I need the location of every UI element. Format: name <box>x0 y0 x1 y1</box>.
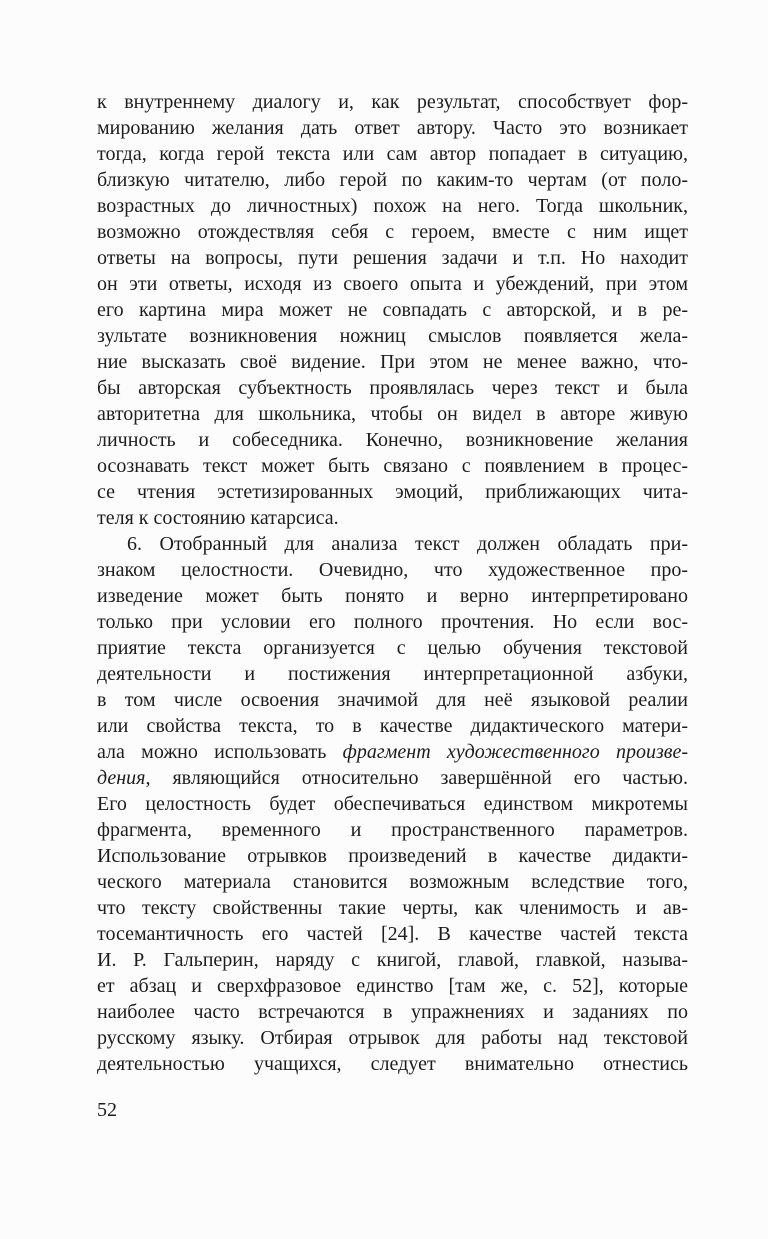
text-segment: или свойства текста, то в качестве дидактического матери- <box>97 715 688 737</box>
text-line <box>97 479 688 505</box>
text-line <box>97 141 688 167</box>
text-segment: он эти ответы, исходя из своего опыта и убеждений, при этом <box>97 273 688 295</box>
text-segment: изведение может быть понято и верно интерпретировано <box>97 585 688 607</box>
text-segment: близкую читателю, либо герой по каким-то чертам (от поло- <box>97 169 688 191</box>
text-line <box>97 713 688 739</box>
text-line <box>97 791 688 817</box>
text-line <box>97 973 688 999</box>
text-segment: бы авторская субъектность проявлялась через текст и была <box>97 377 688 399</box>
text-line <box>97 999 688 1025</box>
text-segment: к внутреннему диалогу и, как результат, способствует фор- <box>97 91 688 113</box>
text-line <box>97 739 688 765</box>
text-line <box>97 895 688 921</box>
text-line <box>97 817 688 843</box>
text-line <box>97 193 688 219</box>
text-line <box>97 1051 688 1077</box>
text-segment: И. Р. Гальперин, наряду с книгой, главой, главкой, называ- <box>97 949 688 971</box>
text-segment: ала можно использовать <box>97 741 343 763</box>
text-line <box>97 115 688 141</box>
text-line <box>97 167 688 193</box>
text-line <box>97 687 688 713</box>
text-segment: наиболее часто встречаются в упражнениях и заданиях по <box>97 1001 688 1023</box>
text-segment: теля к состоянию катарсиса. <box>97 507 339 529</box>
text-segment: фрагмента, временного и пространственного параметров. <box>97 819 688 841</box>
text-segment: зультате возникновения ножниц смыслов появляется жела- <box>97 325 688 347</box>
text-segment: , являющийся относительно завершённой его частью. <box>145 767 688 789</box>
text-segment: возрастных до личностных) похож на него. Тогда школьник, <box>97 195 688 217</box>
text-line <box>97 765 688 791</box>
text-line <box>97 323 688 349</box>
text-segment: авторитетна для школьника, чтобы он видел в авторе живую <box>97 403 688 425</box>
text-segment: се чтения эстетизированных эмоций, приближающих чита- <box>97 481 688 503</box>
text-line <box>97 401 688 427</box>
text-line <box>97 635 688 661</box>
text-line <box>97 947 688 973</box>
text-segment: его картина мира может не совпадать с авторской, и в ре- <box>97 299 688 321</box>
text-line <box>97 427 688 453</box>
text-line <box>97 661 688 687</box>
text-segment: личность и собеседника. Конечно, возникновение желания <box>97 429 688 451</box>
text-segment: деятельности и постижения интерпретационной азбуки, <box>97 663 688 685</box>
text-segment: что тексту свойственны такие черты, как членимость и ав- <box>97 897 688 919</box>
text-line <box>97 557 688 583</box>
italic-text-segment: дения <box>97 767 146 789</box>
text-segment: деятельностью учащихся, следует внимательно отнестись <box>97 1053 688 1075</box>
text-segment: возможно отождествляя себя с героем, вместе с ним ищет <box>97 221 688 243</box>
text-segment: в том числе освоения значимой для неё языковой реалии <box>97 689 688 711</box>
text-segment: Его целостность будет обеспечиваться единством микротемы <box>97 793 688 815</box>
text-line <box>97 375 688 401</box>
text-line <box>97 245 688 271</box>
text-segment: ческого материала становится возможным вследствие того, <box>97 871 688 893</box>
text-segment: мированию желания дать ответ автору. Часто это возникает <box>97 117 688 139</box>
text-segment: ние высказать своё видение. При этом не менее важно, что- <box>97 351 688 373</box>
text-segment: русскому языку. Отбирая отрывок для работы над текстовой <box>97 1027 688 1049</box>
text-line <box>97 1025 688 1051</box>
text-segment: знаком целостности. Очевидно, что художественное про- <box>97 559 688 581</box>
text-line <box>97 583 688 609</box>
text-line <box>97 349 688 375</box>
text-line <box>97 843 688 869</box>
italic-text-segment: фрагмент художественного произве- <box>342 741 688 763</box>
text-segment: осознавать текст может быть связано с появлением в процес- <box>97 455 688 477</box>
text-segment: ответы на вопросы, пути решения задачи и т.п. Но находит <box>97 247 688 269</box>
text-segment: 6. Отобранный для анализа текст должен обладать при- <box>127 533 688 555</box>
text-line <box>97 505 688 531</box>
text-line <box>97 271 688 297</box>
page-number: 52 <box>97 1099 117 1121</box>
text-line <box>97 219 688 245</box>
text-line <box>97 89 688 115</box>
text-block <box>97 89 688 1077</box>
text-line <box>97 921 688 947</box>
text-segment: только при условии его полного прочтения. Но если вос- <box>97 611 688 633</box>
text-segment: тосемантичность его частей [24]. В качестве частей текста <box>97 923 688 945</box>
text-line <box>97 453 688 479</box>
text-line <box>97 297 688 323</box>
text-line <box>97 609 688 635</box>
text-segment: Использование отрывков произведений в качестве дидакти- <box>97 845 688 867</box>
text-segment: тогда, когда герой текста или сам автор попадает в ситуацию, <box>97 143 688 165</box>
text-line <box>97 869 688 895</box>
text-segment: ет абзац и сверхфразовое единство [там же, с. 52], которые <box>97 975 688 997</box>
text-segment: приятие текста организуется с целью обучения текстовой <box>97 637 688 659</box>
text-line <box>97 531 688 557</box>
